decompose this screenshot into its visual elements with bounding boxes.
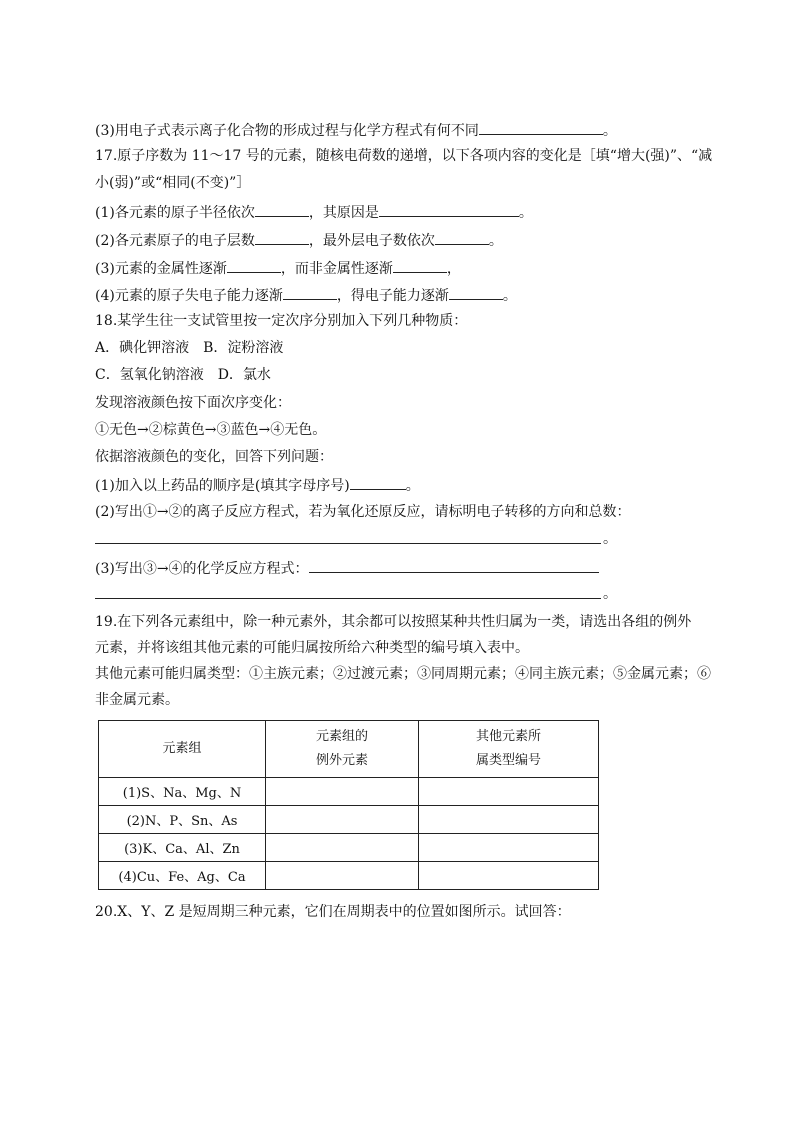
answer-cell [419, 862, 599, 890]
header-type-number: 其他元素所 属类型编号 [419, 721, 599, 778]
answer-blank [393, 258, 447, 273]
q19-line2: 元素，并将该组其他元素的可能归属按所给六种类型的编号填入表中。 [95, 640, 529, 656]
q17-intro-line1: 17.原子序数为 11～17 号的元素，随核电荷数的递增，以下各项内容的变化是［填“增大(强)”、“减 [95, 148, 713, 164]
element-group-cell: (3)K、Ca、Al、Zn [99, 834, 266, 862]
element-group-cell: (2)N、P、Sn、As [99, 806, 266, 834]
answer-cell [419, 778, 599, 806]
answer-blank [435, 230, 489, 245]
q17-part4: (4)元素的原子失电子能力逐渐 ，得电子能力逐渐 。 [95, 285, 517, 305]
table-header-row [99, 721, 599, 778]
q19-line1: 19.在下列各元素组中，除一种元素外，其余都可以按照某种共性归属为一类，请选出各组的例外 [95, 614, 692, 630]
q19-line4: 非金属元素。 [95, 692, 179, 708]
answer-line [95, 598, 601, 599]
q18-part2: (2)写出①→②的离子反应方程式，若为氧化还原反应，请标明电子转移的方向和总数： [95, 504, 631, 520]
answer-cell [419, 834, 599, 862]
answer-blank [479, 120, 603, 135]
q17-part3: (3)元素的金属性逐渐 ，而非金属性逐渐 ， [95, 258, 461, 278]
q18-intro: 18.某学生往一支试管里按一定次序分别加入下列几种物质： [95, 313, 468, 329]
q20-intro: 20.X、Y、Z 是短周期三种元素，它们在周期表中的位置如图所示。试回答： [95, 904, 571, 920]
table-row [99, 862, 599, 890]
header-exception-element: 元素组的 例外元素 [266, 721, 419, 778]
table-row [99, 778, 599, 806]
answer-cell [266, 834, 419, 862]
q18-options-cd: C．氢氧化钠溶液 D．氯水 [95, 367, 271, 383]
q18-part2-end: 。 [603, 531, 617, 547]
q18-part3-end: 。 [603, 586, 617, 602]
answer-cell [266, 862, 419, 890]
answer-cell [266, 806, 419, 834]
q18-color-sequence: ①无色→②棕黄色→③蓝色→④无色。 [95, 422, 327, 438]
answer-blank [283, 285, 337, 300]
q18-options-ab: A．碘化钾溶液 B．淀粉溶液 [95, 340, 284, 356]
q17-intro-line2: 小(弱)”或“相同(不变)”］ [95, 175, 251, 191]
element-group-cell: (4)Cu、Fe、Ag、Ca [99, 862, 266, 890]
answer-blank [309, 558, 599, 573]
q16-part3: (3)用电子式表示离子化合物的形成过程与化学方程式有何不同 。 [95, 120, 617, 140]
table-row [99, 806, 599, 834]
answer-blank [449, 285, 503, 300]
header-element-group: 元素组 [99, 721, 266, 778]
q18-basis: 依据溶液颜色的变化，回答下列问题： [95, 449, 333, 465]
q17-part2: (2)各元素原子的电子层数 ，最外层电子数依次 。 [95, 230, 503, 250]
q18-found: 发现溶液颜色按下面次序变化： [95, 395, 291, 411]
answer-cell [419, 806, 599, 834]
answer-blank [350, 475, 406, 490]
answer-blank [227, 258, 281, 273]
q17-part1: (1)各元素的原子半径依次 ，其原因是 。 [95, 202, 533, 222]
q18-part1: (1)加入以上药品的顺序是(填其字母序号) 。 [95, 475, 420, 495]
table-row [99, 834, 599, 862]
answer-blank [255, 202, 309, 217]
q19-line3: 其他元素可能归属类型：①主族元素；②过渡元素；③同周期元素；④同主族元素；⑤金属元素；⑥ [95, 666, 711, 682]
element-group-cell: (1)S、Na、Mg、N [99, 778, 266, 806]
answer-blank [255, 230, 309, 245]
answer-blank [379, 202, 519, 217]
q18-part3: (3)写出③→④的化学反应方程式： [95, 558, 599, 578]
answer-line [95, 543, 601, 544]
answer-cell [266, 778, 419, 806]
element-group-table [98, 720, 599, 890]
